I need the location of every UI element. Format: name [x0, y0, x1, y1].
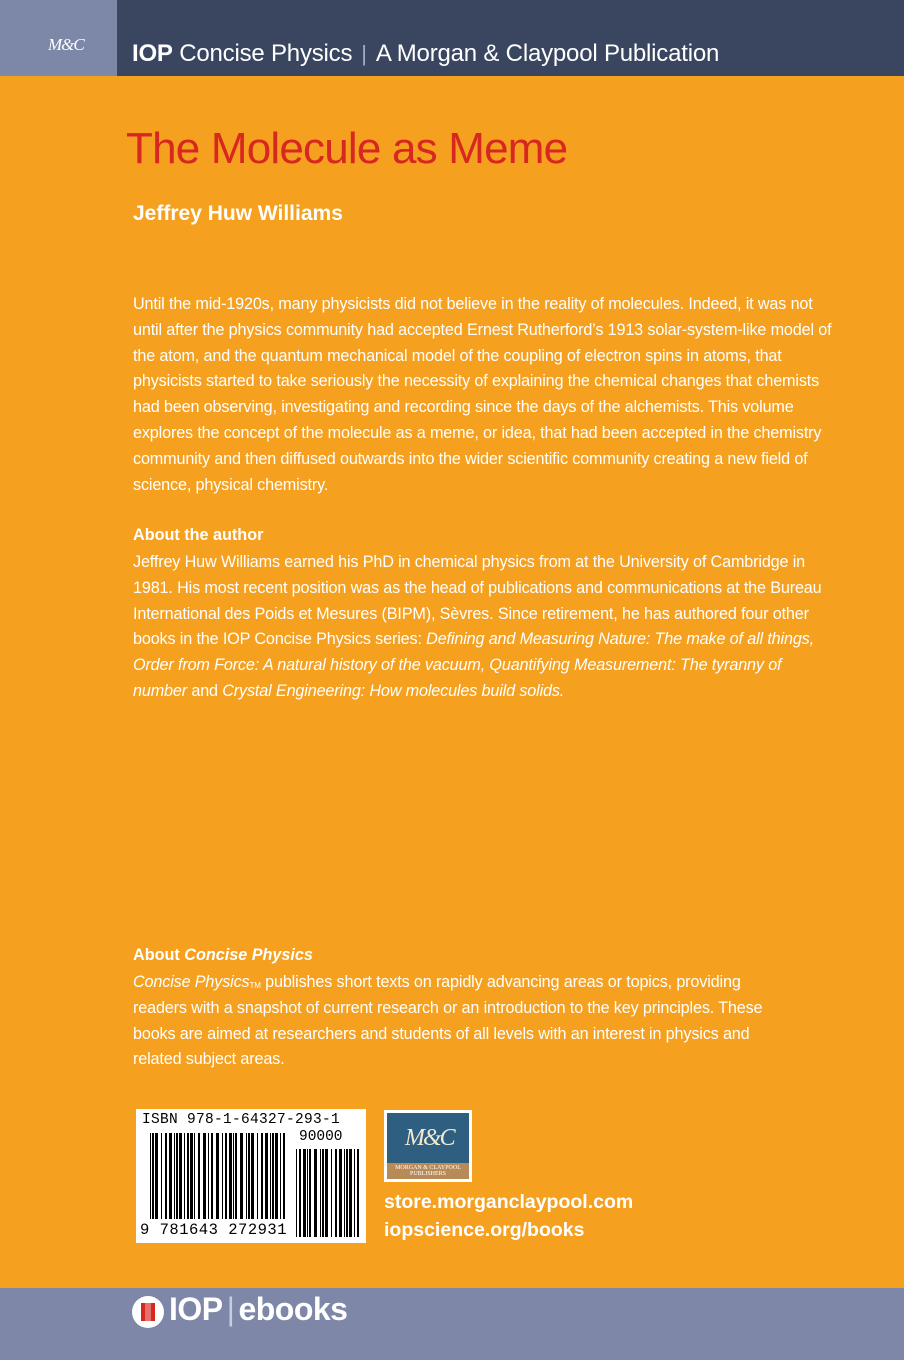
store-link[interactable]: store.morganclaypool.com — [384, 1191, 634, 1213]
book-ref-1: Defining and Measuring Nature: The make of all things — [426, 630, 810, 649]
barcode-bar — [240, 1133, 243, 1219]
book-ref-sep-1: , — [809, 630, 814, 649]
barcode-bar — [187, 1133, 189, 1219]
morgan-claypool-logo — [384, 1110, 472, 1182]
barcode-bar — [357, 1149, 359, 1237]
barcode-bar — [344, 1149, 345, 1237]
ean-number: 9 781643 272931 — [140, 1221, 288, 1239]
barcode-bar — [265, 1133, 268, 1219]
barcode-bar — [152, 1133, 154, 1219]
barcode-bar — [161, 1133, 162, 1219]
barcode-bar — [325, 1149, 328, 1237]
barcode-bar — [280, 1133, 281, 1219]
about-author-heading: About the author — [133, 526, 264, 544]
barcode-bar — [322, 1149, 324, 1237]
mc-logo-box — [0, 0, 117, 76]
book-ref-3: Quantifying Measurement: The tyranny of number — [133, 656, 782, 700]
author-bio — [133, 550, 833, 705]
barcode-bar — [314, 1149, 317, 1237]
trademark: TM — [249, 981, 261, 990]
concise-description: publishes short texts on rapidly advancing areas or topics, providing readers with a snapshot of current research or an introduction to the key principles. These books are aimed at researchers and students of all levels with an interest in physics and related subject areas. — [133, 973, 763, 1069]
barcode-bar — [155, 1133, 158, 1219]
series-name: Concise Physics — [179, 40, 353, 67]
series-iop: IOP — [132, 40, 173, 67]
barcode-bar — [233, 1133, 234, 1219]
about-concise-heading — [133, 946, 313, 965]
publisher-name: A Morgan & Claypool Publication — [375, 40, 720, 67]
footer-iop: IOP — [169, 1291, 223, 1327]
book-ref-4: Crystal Engineering: How molecules build solids. — [222, 681, 565, 700]
barcode-bar — [346, 1149, 348, 1237]
logo-panel — [387, 1113, 469, 1163]
barcode-bar — [257, 1133, 258, 1219]
barcode-bar — [296, 1149, 297, 1237]
series-heading — [132, 40, 719, 68]
barcode-bar — [169, 1133, 172, 1219]
iop-logo-icon — [132, 1296, 164, 1328]
mc-logo: M&C — [48, 35, 84, 54]
barcode-bar — [190, 1133, 193, 1219]
author-bio-text: Jeffrey Huw Williams earned his PhD in chemical physics from at the University of Cambridge in 1981. His most recent position was as the head of publications and communications at the Bureau International des Poids et Mesures (BIPM), Sèvres. Since retirement, he has authored four other books in the IOP Concise Physics series: — [133, 553, 822, 649]
barcode-bar — [248, 1133, 250, 1219]
book-ref-2: Order from Force: A natural history of the vacuum — [133, 656, 481, 675]
barcode-bar — [229, 1133, 232, 1219]
barcode-bar — [184, 1133, 185, 1219]
logo-monogram: M&C — [405, 1125, 454, 1151]
barcode-bar — [303, 1149, 306, 1237]
barcode-bar — [349, 1149, 352, 1237]
barcode-bar — [270, 1133, 271, 1219]
book-author: Jeffrey Huw Williams — [133, 202, 343, 225]
barcode-bar — [235, 1133, 237, 1219]
logo-publisher-text — [387, 1165, 469, 1177]
price-addon: 90000 — [299, 1129, 343, 1145]
barcode-bar — [176, 1133, 178, 1219]
about-concise-text — [133, 970, 793, 1073]
barcode-bar — [331, 1149, 332, 1237]
barcode-bar — [165, 1133, 167, 1219]
barcode-bar — [216, 1133, 219, 1219]
barcode-bar — [339, 1149, 342, 1237]
about-concise-prefix: About — [133, 946, 185, 964]
barcode-bar — [194, 1133, 195, 1219]
barcode-bar — [211, 1133, 213, 1219]
barcode-bar — [208, 1133, 209, 1219]
logo-name-line: MORGAN & CLAYPOOL — [395, 1165, 461, 1171]
logo-sub-line: PUBLISHERS — [409, 1171, 446, 1177]
barcode-bar — [275, 1133, 278, 1219]
barcode-bar — [283, 1133, 285, 1219]
footer-bar — [0, 1288, 904, 1360]
iop-logo-mark — [141, 1303, 155, 1321]
book-ref-sep-2: , — [480, 656, 490, 675]
barcode-bar — [174, 1133, 175, 1219]
iopscience-link[interactable]: iopscience.org/books — [384, 1219, 585, 1241]
footer-separator: | — [226, 1291, 235, 1327]
barcode-bar — [251, 1133, 254, 1219]
barcode-bar — [203, 1133, 206, 1219]
barcode-bar — [354, 1149, 355, 1237]
barcode-bar — [320, 1149, 321, 1237]
isbn-text: ISBN 978-1-64327-293-1 — [142, 1112, 341, 1128]
book-ref-sep-3: and — [187, 681, 223, 700]
concise-brand: Concise Physics — [133, 973, 250, 991]
barcode-bar — [261, 1133, 263, 1219]
barcode-bar — [150, 1133, 151, 1219]
barcode-bar — [198, 1133, 200, 1219]
footer-ebooks: ebooks — [238, 1291, 348, 1327]
barcode-bar — [179, 1133, 182, 1219]
isbn-barcode — [136, 1109, 366, 1243]
barcode-bar — [246, 1133, 247, 1219]
series-separator: | — [361, 41, 367, 66]
book-blurb: Until the mid-1920s, many physicists did not believe in the reality of molecules. Indeed, it was not until after the physics community had accepted Ernest Rutherford’s 1913 solar-system-like model of the atom, and the quantum mechanical model of the coupling of electron spins in atoms, that physicists started to take seriously the necessity of explaining the chemical changes that chemists had been observing, investigating and recording since the days of the alchemists. This volume explores the concept of the molecule as a meme, or idea, that had been accepted in the chemistry community and then diffused outwards into the wider scientific community creating a new field of science, physical chemistry. — [133, 295, 832, 494]
barcode-bar — [272, 1133, 274, 1219]
barcode-bar — [309, 1149, 311, 1237]
about-concise-italic: Concise Physics — [184, 946, 313, 964]
barcode-bar — [225, 1133, 227, 1219]
iop-ebooks-logo — [169, 1291, 347, 1328]
barcode-bar — [299, 1149, 301, 1237]
barcode-bar — [307, 1149, 308, 1237]
barcode-bar — [335, 1149, 337, 1237]
book-title: The Molecule as Meme — [126, 124, 568, 173]
barcode-bar — [222, 1133, 223, 1219]
